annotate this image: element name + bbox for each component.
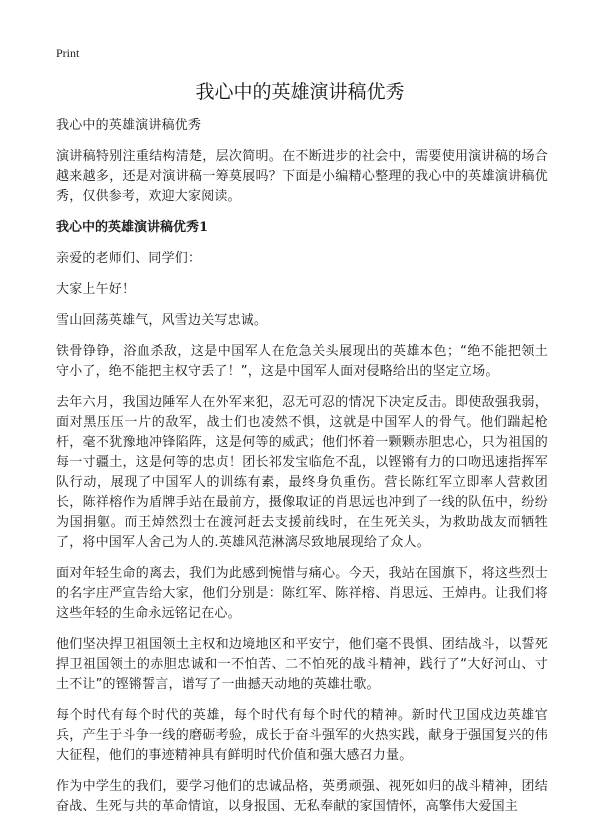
paragraph-4: 他们坚决捍卫祖国领土主权和边境地区和平安宁，他们毫不畏惧、团结战斗，以誓死捍卫祖国领土的赤胆忠诚和一不怕苦、二不怕死的战斗精神，践行了“大好河山、寸土不让”的铿锵誓言，谱写了一曲撼天动地的英雄壮歌。	[56, 637, 548, 692]
print-label[interactable]: Print	[56, 46, 80, 60]
paragraph-6: 作为中学生的我们，要学习他们的忠诚品格，英勇顽强、视死如归的战斗精神，团结奋战、生死与共的革命情谊，以身报国、无私奉献的家国情怀，高擎伟大爱国主	[56, 779, 548, 814]
document-body	[56, 116, 548, 828]
greeting-line: 亲爱的老师们、同学们：	[56, 251, 202, 266]
paragraph-3: 面对年轻生命的离去，我们为此感到惋惜与痛心。今天，我站在国旗下，将这些烈士的名字庄严宣告给大家，他们分别是：陈红军、陈祥榕、肖思远、王焯冉。让我们将这些年轻的生命永远铭记在心。	[56, 566, 548, 621]
theme-line: 雪山回荡英雄气，风雪边关写忠诚。	[56, 313, 268, 328]
paragraph-1: 铁骨铮铮，浴血杀敌，这是中国军人在危急关头展现出的英雄本色；“绝不能把领土守小了，绝不能把主权守丢了！”，这是中国军人面对侵略给出的坚定立场。	[56, 344, 548, 379]
section-heading: 我心中的英雄演讲稿优秀1	[56, 220, 209, 235]
intro-paragraph: 演讲稿特别注重结构清楚，层次简明。在不断进步的社会中，需要使用演讲稿的场合越来越多，还是对演讲稿一筹莫展吗？下面是小编精心整理的我心中的英雄演讲稿优秀，仅供参考，欢迎大家阅读。	[56, 149, 548, 204]
paragraph-5: 每个时代有每个时代的英雄，每个时代有每个时代的精神。新时代卫国戍边英雄官兵，产生于斗争一线的磨砺考验，成长于奋斗强军的火热实践，献身于强国复兴的伟大征程，他们的事迹精神具有鲜明时代价值和强大感召力量。	[56, 708, 548, 763]
document-title: 我心中的英雄演讲稿优秀	[195, 81, 405, 103]
greeting-morning: 大家上午好！	[56, 282, 136, 297]
paragraph-2: 去年六月，我国边陲军人在外军来犯，忍无可忍的情况下决定反击。即使敌强我弱，面对黑压压一片的敌军，战士们也凌然不惧，这就是中国军人的骨气。他们踹起枪杆，毫不犹豫地冲锋陷阵，这是何等的威武；他们怀着一颗颗赤胆忠心，只为祖国的每一寸疆土，这是何等的忠贞！团长祁发宝临危不乱，以铿锵有力的口吻迅速指挥军队行动，展现了中国军人的训练有素，最终身负重伤。营长陈红军立即率人营救团长，陈祥榕作为盾牌手站在最前方，摄像取证的肖思远也冲到了一线的队伍中，纷纷为国捐躯。而王焯然烈士在渡河赶去支援前线时，在生死关头，为救助战友而牺牲了，将中国军人舍己为人的.英雄风范淋漓尽致地展现给了众人。	[56, 395, 548, 550]
intro-title-line: 我心中的英雄演讲稿优秀	[56, 118, 202, 133]
